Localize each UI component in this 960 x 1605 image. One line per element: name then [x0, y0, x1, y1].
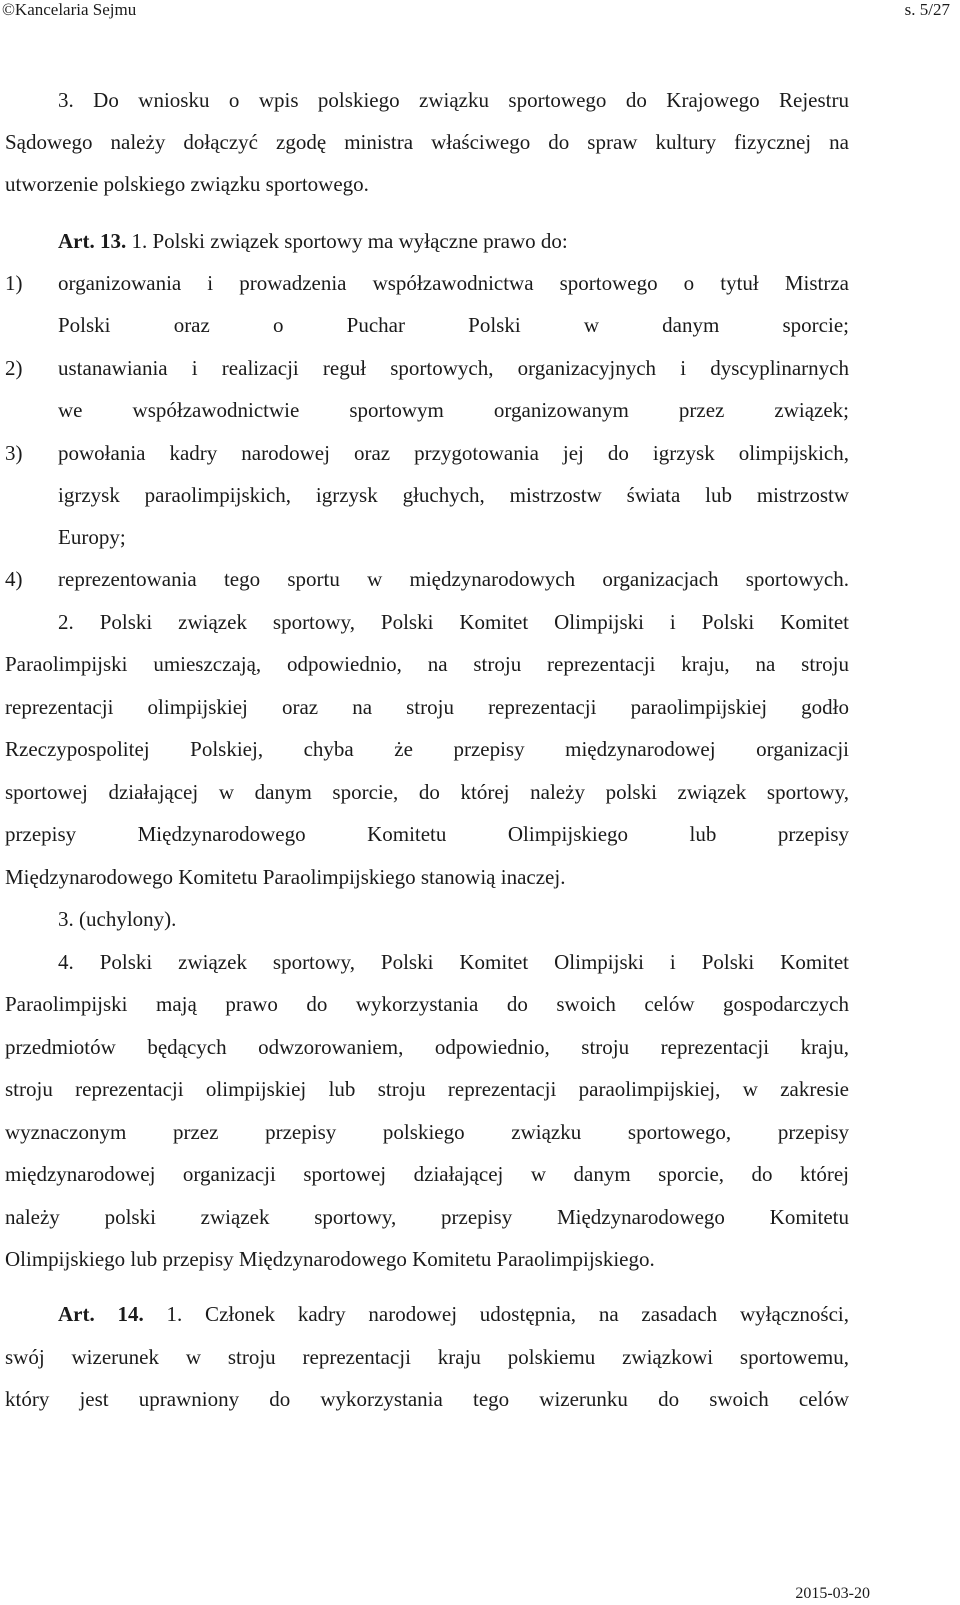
article-14-line-1 — [58, 1302, 849, 1327]
list-item-number: 4) — [5, 567, 23, 591]
list-item-number: 2) — [5, 356, 23, 380]
paragraph-4-line-6: międzynarodowej organizacji sportowej działającej w danym sporcie, do której — [5, 1162, 849, 1186]
article-14-label: Art. 14. — [58, 1302, 144, 1326]
paragraph-3-line-3: utworzenie polskiego związku sportowego. — [5, 172, 369, 196]
article-13-intro — [58, 229, 568, 254]
article-14-line-2: swój wizerunek w stroju reprezentacji kraju polskiemu związkowi sportowemu, — [5, 1345, 849, 1369]
list-item-number: 1) — [5, 271, 23, 295]
list-item-3-line-2: igrzysk paraolimpijskich, igrzysk głuchych, mistrzostw świata lub mistrzostw — [58, 483, 849, 507]
list-item-4-line-1: reprezentowania tego sportu w międzynarodowych organizacjach sportowych. — [58, 567, 849, 591]
paragraph-2-line-4: Rzeczypospolitej Polskiej, chyba że przepisy międzynarodowej organizacji — [5, 737, 849, 761]
paragraph-4-line-7: należy polski związek sportowy, przepisy Międzynarodowego Komitetu — [5, 1205, 849, 1229]
list-item-2-line-1: ustanawiania i realizacji reguł sportowych, organizacyjnych i dyscyplinarnych — [58, 356, 849, 380]
paragraph-2-line-3: reprezentacji olimpijskiej oraz na stroju reprezentacji paraolimpijskiej godło — [5, 695, 849, 719]
paragraph-2-line-7: Międzynarodowego Komitetu Paraolimpijskiego stanowią inaczej. — [5, 865, 566, 889]
paragraph-4-line-5: wyznaczonym przez przepisy polskiego związku sportowego, przepisy — [5, 1120, 849, 1144]
list-item-3-line-1: powołania kadry narodowej oraz przygotowania jej do igrzysk olimpijskich, — [58, 441, 849, 465]
paragraph-2-line-5: sportowej działającej w danym sporcie, do której należy polski związek sportowy, — [5, 780, 849, 804]
footer-date: 2015-03-20 — [795, 1585, 870, 1602]
list-item-3-line-3: Europy; — [58, 525, 126, 549]
paragraph-4-line-8: Olimpijskiego lub przepisy Międzynarodowego Komitetu Paraolimpijskiego. — [5, 1247, 655, 1271]
article-13-intro-text: 1. Polski związek sportowy ma wyłączne prawo do: — [126, 229, 568, 253]
list-item-1-line-1: organizowania i prowadzenia współzawodnictwa sportowego o tytuł Mistrza — [58, 271, 849, 295]
paragraph-3-line-2: Sądowego należy dołączyć zgodę ministra właściwego do spraw kultury fizycznej na — [5, 130, 849, 154]
paragraph-2-line-2: Paraolimpijski umieszczają, odpowiednio, na stroju reprezentacji kraju, na stroju — [5, 652, 849, 676]
paragraph-2-line-1: 2. Polski związek sportowy, Polski Komitet Olimpijski i Polski Komitet — [58, 610, 849, 634]
article-13-label: Art. 13. — [58, 229, 127, 253]
paragraph-4-line-4: stroju reprezentacji olimpijskiej lub stroju reprezentacji paraolimpijskiej, w zakresie — [5, 1077, 849, 1101]
paragraph-3-line-1: 3. Do wniosku o wpis polskiego związku sportowego do Krajowego Rejestru — [58, 88, 849, 112]
paragraph-3-repealed: 3. (uchylony). — [58, 907, 177, 931]
list-item-2-line-2: we współzawodnictwie sportowym organizowanym przez związek; — [58, 398, 849, 422]
paragraph-4-line-1: 4. Polski związek sportowy, Polski Komitet Olimpijski i Polski Komitet — [58, 950, 849, 974]
paragraph-4-line-2: Paraolimpijski mają prawo do wykorzystania do swoich celów gospodarczych — [5, 992, 849, 1016]
header-copyright: ©Kancelaria Sejmu — [2, 0, 137, 19]
list-item-number: 3) — [5, 441, 23, 465]
article-14-line-3: który jest uprawniony do wykorzystania tego wizerunku do swoich celów — [5, 1387, 849, 1411]
header-page-number: s. 5/27 — [904, 0, 950, 19]
paragraph-2-line-6: przepisy Międzynarodowego Komitetu Olimpijskiego lub przepisy — [5, 822, 849, 846]
list-item-1-line-2: Polski oraz o Puchar Polski w danym sporcie; — [58, 313, 849, 337]
article-14-line-1-text: 1. Członek kadry narodowej udostępnia, na zasadach wyłączności, — [143, 1302, 849, 1326]
paragraph-4-line-3: przedmiotów będących odwzorowaniem, odpowiednio, stroju reprezentacji kraju, — [5, 1035, 849, 1059]
